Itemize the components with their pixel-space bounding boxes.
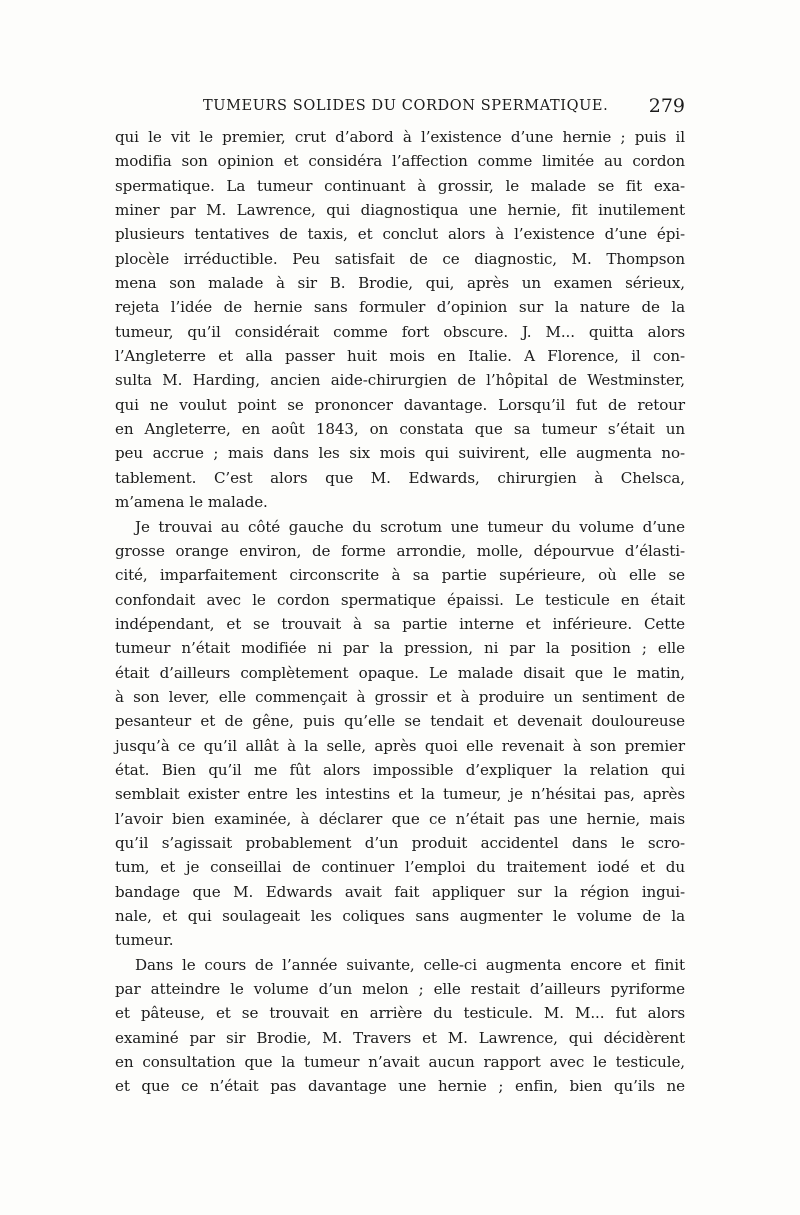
running-title: TUMEURS SOLIDES DU CORDON SPERMATIQUE. — [203, 98, 609, 114]
text-line: l’Angleterre et alla passer huit mois en Italie. A Florence, il con- — [115, 347, 685, 366]
text-line: nale, et qui soulageait les coliques sans augmenter le volume de la — [115, 907, 685, 925]
text-line: indépendant, et se trouvait à sa partie interne et inférieure. Cette — [115, 614, 685, 633]
text-line: jusqu’à ce qu’il allât à la selle, après quoi elle revenait à son premier — [115, 736, 685, 755]
text-line: en Angleterre, en août 1843, on constata que sa tumeur s’était un — [115, 420, 685, 439]
text-line: bandage que M. Edwards avait fait appliquer sur la région ingui- — [115, 882, 685, 901]
running-head — [115, 92, 685, 120]
paragraph — [115, 125, 685, 515]
text-line: l’avoir bien examinée, à déclarer que ce n’était pas une hernie, mais — [115, 809, 685, 828]
body-text — [115, 125, 685, 1099]
text-line: examiné par sir Brodie, M. Travers et M. Lawrence, qui décidèrent — [115, 1028, 685, 1047]
text-line: et pâteuse, et se trouvait en arrière du testicule. M. M... fut alors — [115, 1004, 685, 1023]
text-line: cité, imparfaitement circonscrite à sa partie supérieure, où elle se — [115, 566, 685, 585]
text-line: confondait avec le cordon spermatique épaissi. Le testicule en était — [115, 590, 685, 609]
text-line: rejeta l’idée de hernie sans formuler d’opinion sur la nature de la — [115, 298, 685, 317]
text-line: Je trouvai au côté gauche du scrotum une tumeur du volume d’une — [135, 517, 685, 536]
text-line: miner par M. Lawrence, qui diagnostiqua une hernie, fit inutilement — [115, 201, 685, 220]
text-line: m’amena le malade. — [115, 493, 268, 512]
text-line: tumeur, qu’il considérait comme fort obscure. J. M... quitta alors — [115, 322, 685, 341]
text-line: semblait exister entre les intestins et la tumeur, je n’hésitai pas, après — [115, 785, 685, 804]
text-line: tablement. C’est alors que M. Edwards, chirurgien à Chelsca, — [115, 468, 685, 487]
page-number: 279 — [648, 95, 685, 117]
text-line: et que ce n’était pas davantage une hernie ; enfin, bien qu’ils ne — [115, 1077, 685, 1096]
text-line: grosse orange environ, de forme arrondie, molle, dépourvue d’élasti- — [115, 541, 685, 560]
text-line: par atteindre le volume d’un melon ; elle restait d’ailleurs pyriforme — [115, 980, 685, 999]
text-line: tumeur. — [115, 931, 174, 950]
text-line: tum, et je conseillai de continuer l’emploi du traitement iodé et du — [115, 858, 685, 877]
text-line: qui ne voulut point se prononcer davantage. Lorsqu’il fut de retour — [115, 395, 685, 414]
text-line: spermatique. La tumeur continuant à grossir, le malade se fit exa- — [115, 176, 685, 195]
text-line: pesanteur et de gêne, puis qu’elle se tendait et devenait douloureuse — [115, 712, 685, 731]
text-line: qui le vit le premier, crut d’abord à l’existence d’une hernie ; puis il — [115, 128, 685, 146]
text-line: était d’ailleurs complètement opaque. Le malade disait que le matin, — [115, 663, 685, 682]
text-line: mena son malade à sir B. Brodie, qui, après un examen sérieux, — [115, 274, 685, 293]
text-line: peu accrue ; mais dans les six mois qui suivirent, elle augmenta no- — [115, 444, 685, 463]
text-line: en consultation que la tumeur n’avait aucun rapport avec le testicule, — [115, 1053, 685, 1072]
text-line: à son lever, elle commençait à grossir et à produire un sentiment de — [115, 687, 685, 706]
paragraph — [115, 515, 685, 953]
text-line: modifia son opinion et considéra l’affection comme limitée au cordon — [115, 152, 685, 171]
text-line: sulta M. Harding, ancien aide-chirurgien de l’hôpital de Westminster, — [115, 371, 685, 390]
text-line: plusieurs tentatives de taxis, et conclut alors à l’existence d’une épi- — [115, 225, 685, 244]
text-line: qu’il s’agissait probablement d’un produit accidentel dans le scro- — [115, 833, 685, 852]
text-line: Dans le cours de l’année suivante, celle-ci augmenta encore et finit — [135, 955, 685, 974]
text-line: état. Bien qu’il me fût alors impossible d’expliquer la relation qui — [115, 760, 685, 779]
text-line: plocèle irréductible. Peu satisfait de ce diagnostic, M. Thompson — [115, 249, 685, 268]
text-line: tumeur n’était modifiée ni par la pression, ni par la position ; elle — [115, 639, 685, 658]
paragraph — [115, 953, 685, 1099]
